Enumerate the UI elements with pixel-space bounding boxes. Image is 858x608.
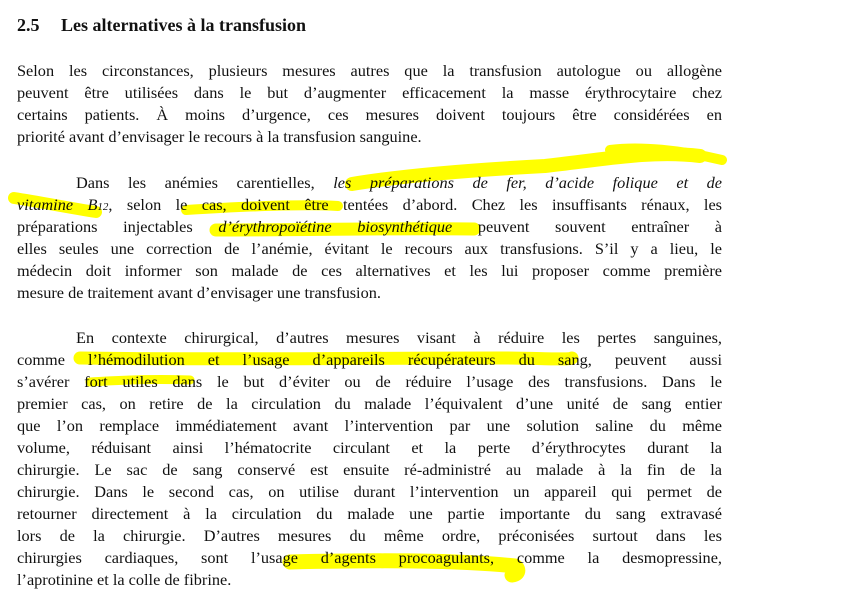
text-line: lors de la chirurgie. D’autres mesures du même ordre, préconisées surtout dans les: [17, 526, 722, 545]
section-heading: [17, 12, 306, 38]
text-line: Dans les anémies carentielles, les préparations de fer, d’acide folique et de: [76, 173, 722, 192]
text-line: s’avérer fort utiles dans le but d’éviter ou de réduire l’usage des transfusions. Dans le: [17, 372, 722, 391]
text-line: certains patients. À moins d’urgence, ces mesures doivent toujours être considérées en: [17, 105, 722, 124]
text-line: mesure de traitement avant d’envisager une transfusion.: [17, 283, 381, 302]
paragraph-intro: [17, 60, 722, 148]
text-line: volume, réduisant ainsi l’hématocrite circulant et la perte d’érythrocytes durant la: [17, 438, 722, 457]
text-line: chirurgies cardiaques, sont l’usage d’agents procoagulants, comme la desmopressine,: [17, 548, 722, 567]
highlight-stroke: [610, 148, 722, 160]
text-line: peuvent être utilisées dans le but d’augmenter efficacement la masse érythrocytaire chez: [17, 83, 722, 102]
paragraph-deficiency-anemia: [17, 172, 722, 304]
paragraph-surgical-context: [17, 327, 722, 591]
highlighted-italic-text: vitamine B: [17, 195, 98, 214]
text-line: chirurgie. Le sac de sang conservé est ensuite ré-administré au malade à la fin de la: [17, 460, 722, 479]
text-line: Selon les circonstances, plusieurs mesures autres que la transfusion autologue ou allogène: [17, 61, 722, 80]
text-line: préparations injectables d’érythropoïétine biosynthétique peuvent souvent entraîner à: [17, 217, 723, 236]
text-line: l’aprotinine et la colle de fibrine.: [17, 570, 232, 589]
text-line: elles seules une correction de l’anémie, évitant le recours aux transfusions. S’il y a lieu, le: [17, 239, 722, 258]
text-line: premier cas, on retire de la circulation du malade l’équivalent d’une unité de sang entier: [17, 394, 722, 413]
subscript-text: 12: [97, 201, 109, 213]
highlighted-italic-text: d’érythropoïétine biosynthétique: [218, 217, 453, 236]
section-title: Les alternatives à la transfusion: [61, 15, 306, 35]
text-line: vitamine B12, selon le cas, doivent être tentées d’abord. Chez les insuffisants rénaux, les: [17, 195, 723, 214]
text-line: médecin doit informer son malade de ces alternatives et les lui proposer comme première: [17, 261, 722, 280]
text-line: En contexte chirurgical, d’autres mesures visant à réduire les pertes sanguines,: [76, 328, 722, 347]
text-line: comme l’hémodilution et l’usage d’appareils récupérateurs du sang, peuvent aussi: [17, 350, 722, 369]
highlighted-italic-text: les préparations de fer, d’acide folique et de: [333, 173, 722, 192]
text-line: que l’on remplace immédiatement avant l’intervention par une solution saline du même: [17, 416, 722, 435]
text-line: priorité avant d’envisager le recours à la transfusion sanguine.: [17, 127, 422, 146]
text-line: retourner directement à la circulation du malade une partie importante du sang extravasé: [17, 504, 722, 523]
text-line: chirurgie. Dans le second cas, on utilise durant l’intervention un appareil qui permet de: [17, 482, 722, 501]
section-number: 2.5: [17, 15, 40, 35]
